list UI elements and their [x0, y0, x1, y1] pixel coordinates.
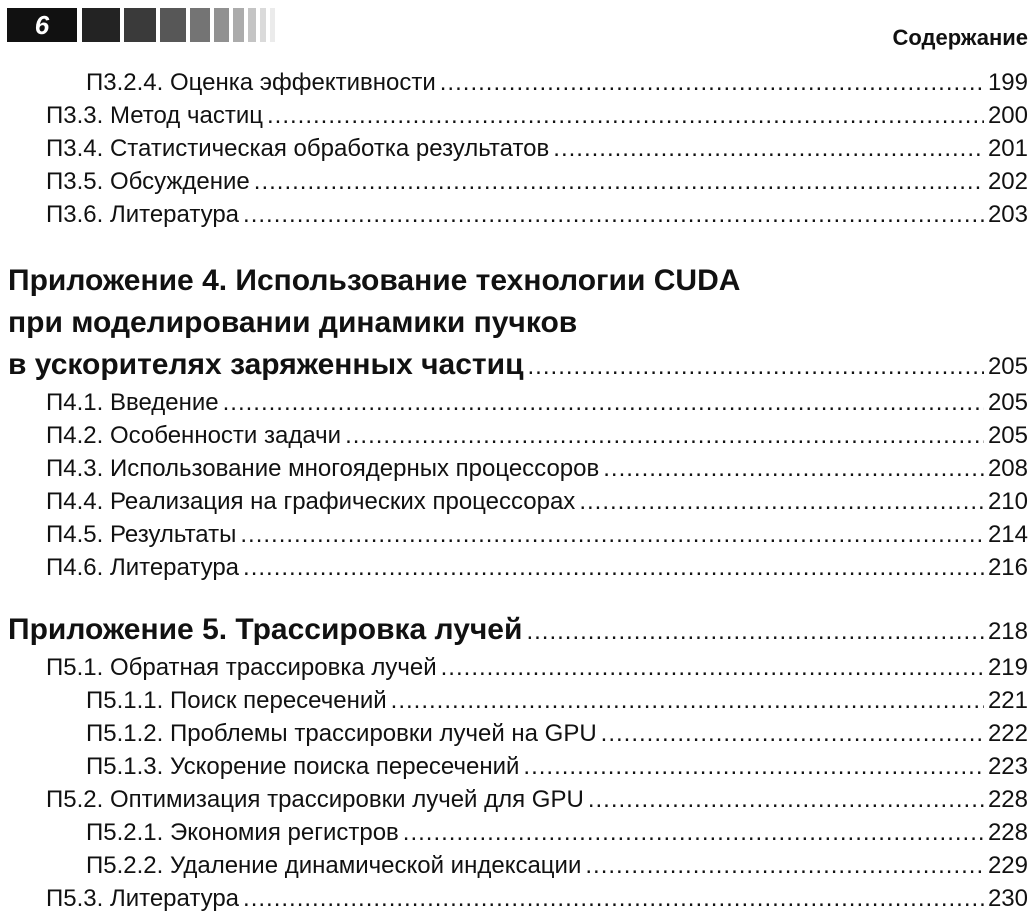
appendix-5-heading[interactable]: [0, 609, 1032, 651]
toc-entry-page: 216: [987, 554, 1028, 581]
toc-leader-dots: [601, 717, 984, 750]
toc-entry[interactable]: [0, 816, 1032, 849]
toc-entry-label: П3.6. Литература: [46, 201, 240, 228]
toc-entry-label: П3.5. Обсуждение: [46, 168, 250, 195]
toc-entry-label: П5.3. Литература: [46, 885, 240, 912]
gradient-bar: [82, 8, 120, 42]
toc-entry-page: 199: [987, 69, 1028, 96]
toc-entry[interactable]: [0, 165, 1032, 198]
toc-entry[interactable]: [0, 66, 1032, 99]
decorative-gradient-bars: [82, 8, 275, 42]
toc-entry-page: 205: [987, 389, 1028, 416]
toc-leader-dots: [528, 346, 984, 388]
toc-entry[interactable]: [0, 518, 1032, 551]
toc-entry-label: П4.3. Использование многоядерных процессоров: [46, 455, 600, 482]
toc-entry-page: 223: [987, 753, 1028, 780]
appendix-4-heading[interactable]: [0, 344, 1032, 386]
section-spacer: [0, 231, 1032, 260]
appendix-4-title-line-2[interactable]: при моделировании динамики пучков: [8, 306, 578, 339]
toc-leader-dots: [243, 882, 984, 912]
gradient-bar: [190, 8, 210, 42]
toc-entry[interactable]: [0, 849, 1032, 882]
toc-entry-page: 221: [987, 687, 1028, 714]
toc-entry[interactable]: [0, 750, 1032, 783]
toc-leader-dots: [243, 198, 984, 231]
toc-entry-page: 200: [987, 102, 1028, 129]
toc-leader-dots: [391, 684, 984, 717]
gradient-bar: [233, 8, 244, 42]
appendix-5-title: Приложение 5. Трассировка лучей: [8, 613, 523, 646]
toc-entry[interactable]: [0, 485, 1032, 518]
toc-entry-page: 219: [987, 654, 1028, 681]
toc-entry-page: 203: [987, 201, 1028, 228]
toc-entry-page: 201: [987, 135, 1028, 162]
toc-entry[interactable]: [0, 198, 1032, 231]
toc-entry-label: П5.2. Оптимизация трассировки лучей для GPU: [46, 786, 584, 813]
toc-entry-label: П3.2.4. Оценка эффективности: [86, 69, 436, 96]
toc-entry-page: 229: [987, 852, 1028, 879]
toc-leader-dots: [523, 750, 984, 783]
toc-entry-page: 208: [987, 455, 1028, 482]
toc-entry-label: П5.1. Обратная трассировка лучей: [46, 654, 437, 681]
toc-entry-page: 228: [987, 819, 1028, 846]
toc-entry-page: 210: [987, 488, 1028, 515]
toc-leader-dots: [240, 518, 984, 551]
page-header: [0, 0, 1032, 60]
appendix-4-page: 205: [987, 353, 1028, 380]
page-number: 6: [34, 10, 50, 40]
toc-entry[interactable]: [0, 783, 1032, 816]
appendix-4-title-line-1[interactable]: Приложение 4. Использование технологии CUDA: [8, 264, 741, 297]
toc-leader-dots: [526, 611, 984, 653]
toc-entry-label: П4.2. Особенности задачи: [46, 422, 342, 449]
toc-entry-page: 230: [987, 885, 1028, 912]
toc-leader-dots: [440, 66, 984, 99]
toc-entry-page: 222: [987, 720, 1028, 747]
toc-entry-label: П4.1. Введение: [46, 389, 219, 416]
table-of-contents: [0, 66, 1032, 912]
gradient-bar: [124, 8, 156, 42]
toc-entry-label: П4.4. Реализация на графических процессорах: [46, 488, 576, 515]
toc-entry-label: П5.1.2. Проблемы трассировки лучей на GPU: [86, 720, 597, 747]
toc-leader-dots: [403, 816, 984, 849]
toc-leader-dots: [588, 783, 984, 816]
toc-entry[interactable]: [0, 452, 1032, 485]
toc-leader-dots: [441, 651, 984, 684]
toc-entry-label: П4.6. Литература: [46, 554, 240, 581]
toc-entry[interactable]: [0, 684, 1032, 717]
toc-entry[interactable]: [0, 551, 1032, 584]
gradient-bar: [214, 8, 229, 42]
toc-entry[interactable]: [0, 882, 1032, 912]
toc-entry-label: П5.2.2. Удаление динамической индексации: [86, 852, 582, 879]
toc-entry-page: 214: [987, 521, 1028, 548]
toc-leader-dots: [345, 419, 984, 452]
toc-entry[interactable]: [0, 651, 1032, 684]
toc-leader-dots: [603, 452, 984, 485]
gradient-bar: [160, 8, 186, 42]
toc-entry[interactable]: [0, 717, 1032, 750]
toc-leader-dots: [585, 849, 984, 882]
gradient-bar: [248, 8, 256, 42]
toc-entry-label: П5.1.1. Поиск пересечений: [86, 687, 387, 714]
toc-leader-dots: [254, 165, 984, 198]
toc-entry-label: П5.2.1. Экономия регистров: [86, 819, 399, 846]
toc-entry[interactable]: [0, 419, 1032, 452]
toc-entry-page: 228: [987, 786, 1028, 813]
section-spacer: [0, 584, 1032, 609]
appendix-5-page: 218: [987, 618, 1028, 645]
page-number-tab: [7, 8, 77, 42]
toc-entry-label: П3.4. Статистическая обработка результатов: [46, 135, 550, 162]
toc-entry[interactable]: [0, 132, 1032, 165]
toc-leader-dots: [223, 386, 984, 419]
toc-leader-dots: [267, 99, 984, 132]
toc-entry-page: 202: [987, 168, 1028, 195]
toc-entry[interactable]: [0, 99, 1032, 132]
toc-entry-label: П4.5. Результаты: [46, 521, 237, 548]
gradient-bar: [270, 8, 275, 42]
appendix-4-title-line-3: в ускорителях заряженных частиц: [8, 348, 524, 381]
toc-leader-dots: [553, 132, 984, 165]
toc-leader-dots: [243, 551, 984, 584]
running-head-title: Содержание: [892, 25, 1028, 50]
toc-entry-label: П5.1.3. Ускорение поиска пересечений: [86, 753, 520, 780]
toc-entry-page: 205: [987, 422, 1028, 449]
toc-entry-label: П3.3. Метод частиц: [46, 102, 263, 129]
toc-leader-dots: [579, 485, 984, 518]
toc-entry[interactable]: [0, 386, 1032, 419]
